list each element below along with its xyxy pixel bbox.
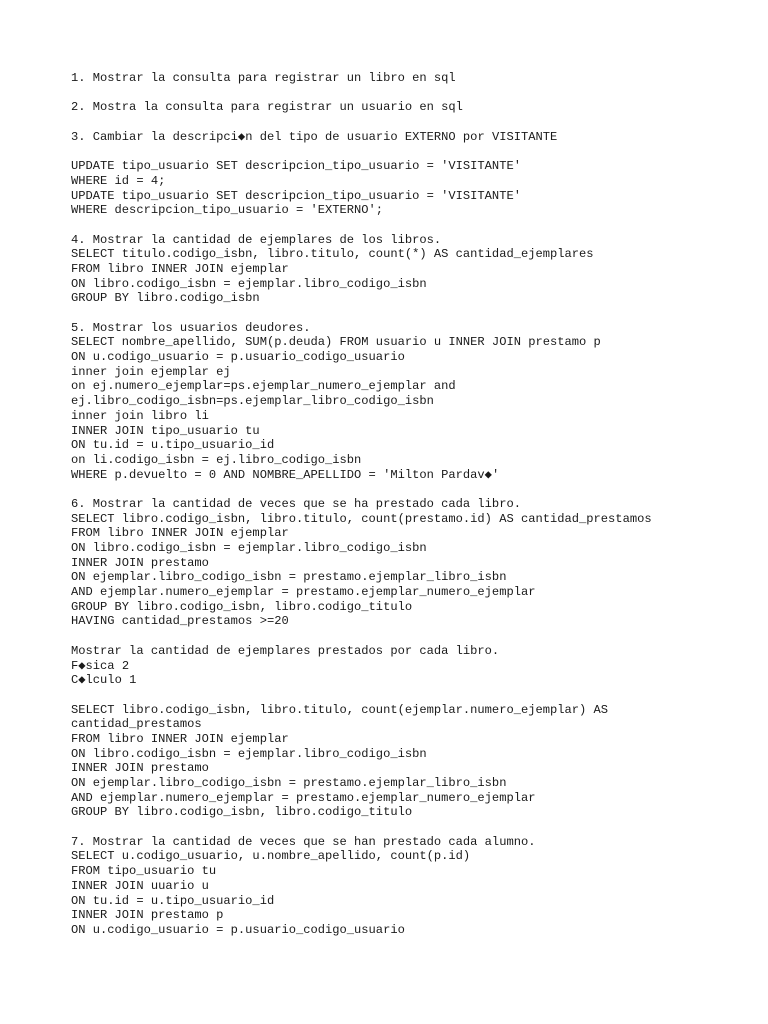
text-line: ON ejemplar.libro_codigo_isbn = prestamo.ejemplar_libro_isbn: [71, 776, 507, 790]
text-line: INNER JOIN tipo_usuario tu: [71, 423, 260, 438]
text-line: FROM libro INNER JOIN ejemplar: [71, 731, 289, 746]
text-line: on li.codigo_isbn = ej.libro_codigo_isbn: [71, 452, 362, 467]
text-line: SELECT libro.codigo_isbn, libro.titulo, count(ejemplar.numero_ejemplar) AS: [71, 702, 609, 717]
text-line: FROM libro INNER JOIN ejemplar: [71, 261, 289, 276]
text-line: 1. Mostrar la consulta para registrar un libro en sql: [71, 71, 456, 85]
text-line: 5. Mostrar los usuarios deudores.: [71, 320, 311, 335]
text-line: HAVING cantidad_prestamos >=20: [71, 614, 289, 629]
text-line: on ej.numero_ejemplar=ps.ejemplar_numero_ejemplar and: [71, 379, 456, 394]
text-line: SELECT titulo.codigo_isbn, libro.titulo, count(*) AS cantidad_ejemplares: [71, 247, 594, 262]
text-block: [71, 703, 761, 821]
text-line: INNER JOIN prestamo: [71, 555, 209, 570]
text-line: INNER JOIN prestamo p: [71, 908, 224, 923]
text-line: AND ejemplar.numero_ejemplar = prestamo.ejemplar_numero_ejemplar: [71, 585, 536, 600]
text-line: SELECT libro.codigo_isbn, libro.titulo, count(prestamo.id) AS cantidad_prestamos: [71, 511, 652, 526]
text-line: inner join libro li: [71, 408, 209, 423]
text-line: GROUP BY libro.codigo_isbn, libro.codigo_titulo: [71, 805, 413, 820]
text-block: [71, 100, 761, 115]
text-line: FROM tipo_usuario tu: [71, 864, 217, 879]
text-line: 4. Mostrar la cantidad de ejemplares de los libros.: [71, 232, 442, 247]
text-block: [71, 644, 761, 688]
text-line: 3. Cambiar la descripci◆n del tipo de usuario EXTERNO por VISITANTE: [71, 129, 558, 144]
text-line: ON tu.id = u.tipo_usuario_id: [71, 438, 275, 453]
text-line: SELECT nombre_apellido, SUM(p.deuda) FROM usuario u INNER JOIN prestamo p: [71, 335, 601, 350]
text-line: INNER JOIN prestamo: [71, 761, 209, 776]
text-line: GROUP BY libro.codigo_isbn: [71, 291, 260, 306]
text-line: Mostrar la cantidad de ejemplares prestados por cada libro.: [71, 643, 500, 658]
text-line: ON u.codigo_usuario = p.usuario_codigo_usuario: [71, 350, 405, 365]
text-line: ON ejemplar.libro_codigo_isbn = prestamo.ejemplar_libro_isbn: [71, 570, 507, 585]
text-line: F◆sica 2: [71, 658, 130, 673]
text-block: [71, 497, 761, 629]
text-block: [71, 321, 761, 483]
text-block: [71, 159, 761, 218]
text-line: INNER JOIN uuario u: [71, 878, 209, 893]
text-line: cantidad_prestamos: [71, 717, 202, 732]
text-line: WHERE p.devuelto = 0 AND NOMBRE_APELLIDO = 'Milton Pardav◆': [71, 467, 500, 482]
text-block: [71, 71, 761, 86]
text-line: 2. Mostra la consulta para registrar un usuario en sql: [71, 100, 463, 115]
text-block: [71, 233, 761, 306]
text-line: ej.libro_codigo_isbn=ps.ejemplar_libro_codigo_isbn: [71, 394, 434, 409]
document-page: [71, 71, 761, 952]
text-line: GROUP BY libro.codigo_isbn, libro.codigo_titulo: [71, 599, 413, 614]
text-line: ON libro.codigo_isbn = ejemplar.libro_codigo_isbn: [71, 746, 427, 761]
text-line: 7. Mostrar la cantidad de veces que se han prestado cada alumno.: [71, 834, 536, 849]
text-line: ON u.codigo_usuario = p.usuario_codigo_usuario: [71, 922, 405, 937]
text-line: ON libro.codigo_isbn = ejemplar.libro_codigo_isbn: [71, 276, 427, 291]
text-line: WHERE id = 4;: [71, 173, 166, 188]
text-block: [71, 835, 761, 938]
text-block: [71, 130, 761, 145]
text-line: UPDATE tipo_usuario SET descripcion_tipo_usuario = 'VISITANTE': [71, 159, 521, 174]
text-line: SELECT u.codigo_usuario, u.nombre_apellido, count(p.id): [71, 849, 471, 864]
text-line: AND ejemplar.numero_ejemplar = prestamo.ejemplar_numero_ejemplar: [71, 790, 536, 805]
text-line: ON libro.codigo_isbn = ejemplar.libro_codigo_isbn: [71, 541, 427, 555]
text-line: WHERE descripcion_tipo_usuario = 'EXTERNO';: [71, 203, 384, 218]
text-line: UPDATE tipo_usuario SET descripcion_tipo_usuario = 'VISITANTE': [71, 188, 521, 203]
text-line: FROM libro INNER JOIN ejemplar: [71, 526, 289, 541]
text-line: C◆lculo 1: [71, 673, 137, 688]
text-line: inner join ejemplar ej: [71, 364, 231, 379]
text-line: 6. Mostrar la cantidad de veces que se ha prestado cada libro.: [71, 496, 521, 511]
text-line: ON tu.id = u.tipo_usuario_id: [71, 893, 275, 908]
